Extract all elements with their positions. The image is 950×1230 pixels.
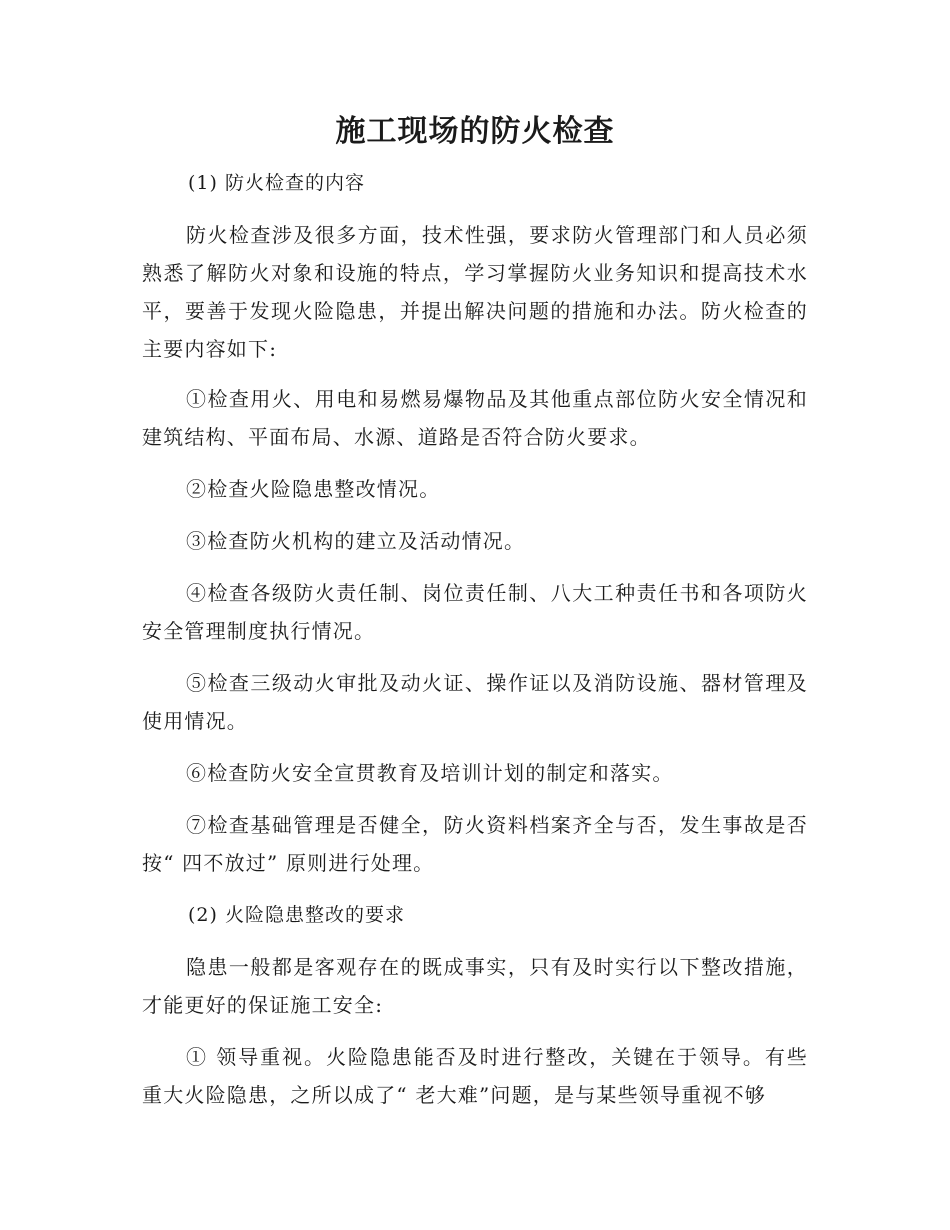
list-item-4: ④检查各级防火责任制、岗位责任制、八大工种责任书和各项防火安全管理制度执行情况。 (142, 581, 808, 643)
section-heading-1: (1) 防火检查的内容 (188, 172, 365, 194)
list-item-3: ③检查防火机构的建立及活动情况。 (186, 529, 526, 553)
section-heading-2: (2) 火险隐患整改的要求 (188, 904, 405, 926)
intro-paragraph: 防火检查涉及很多方面，技术性强，要求防火管理部门和人员必须熟悉了解防火对象和设施的特点，学习掌握防火业务知识和提高技术水平，要善于发现火险隐患，并提出解决问题的措施和办法。防火检查的主要内容如下: (142, 223, 808, 361)
section2-list-item-1: ① 领导重视。火险隐患能否及时进行整改，关键在于领导。有些重大火险隐患，之所以成了“ 老大难”问题，是与某些领导重视不够 (142, 1045, 808, 1107)
list-item-6: ⑥检查防火安全宣贯教育及培训计划的制定和落实。 (186, 761, 674, 785)
list-item-2: ②检查火险隐患整改情况。 (186, 477, 441, 501)
list-item-1: ①检查用火、用电和易燃易爆物品及其他重点部位防火安全情况和建筑结构、平面布局、水源、道路是否符合防火要求。 (142, 387, 808, 449)
list-item-7: ⑦检查基础管理是否健全，防火资料档案齐全与否，发生事故是否按“ 四不放过” 原则进行处理。 (142, 813, 808, 875)
section2-intro-paragraph: 隐患一般都是客观存在的既成事实，只有及时实行以下整改措施，才能更好的保证施工安全: (142, 955, 808, 1017)
document-title: 施工现场的防火检查 (335, 114, 615, 149)
list-item-5: ⑤检查三级动火审批及动火证、操作证以及消防设施、器材管理及使用情况。 (142, 671, 808, 733)
